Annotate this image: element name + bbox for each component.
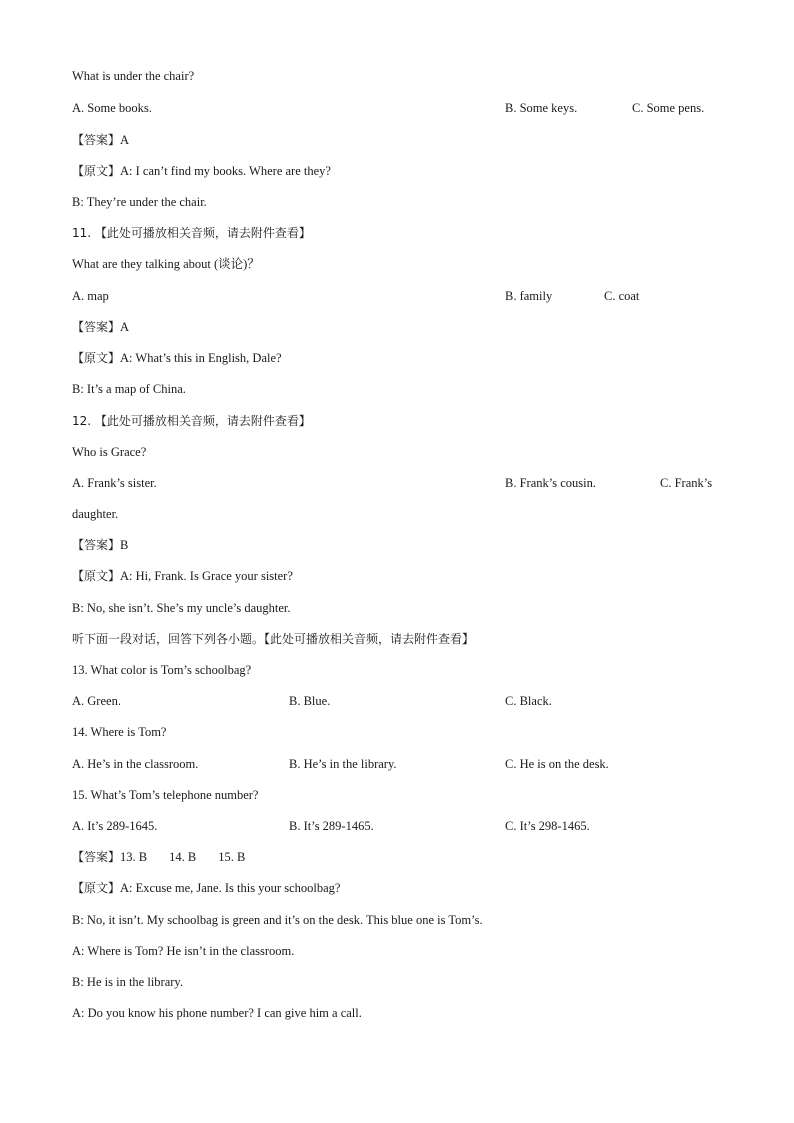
section-answers [72,849,245,865]
q10-option-a: A. Some books. [72,101,152,115]
q12-option-a: A. Frank’s sister. [72,476,157,490]
answer-tag: 【答案】 [72,538,121,552]
script-text: A: I can’t find my books. Where are they? [120,164,331,178]
section-script-3: A: Where is Tom? He isn’t in the classroom. [72,944,295,958]
answer-value: A [120,133,130,147]
q11-option-a: A. map [72,289,109,303]
script-text: A: What’s this in English, Dale? [120,351,282,365]
q14-option-a: A. He’s in the classroom. [72,757,199,771]
q13-option-a: A. Green. [72,694,121,708]
q13-option-b: B. Blue. [289,694,331,708]
section-script-1 [72,880,340,896]
q12-question: Who is Grace? [72,445,147,459]
answer-tag: 【答案】 [72,320,121,334]
section-instruction: 听下面一段对话，回答下列各小题。【此处可播放相关音频，请去附件查看】 [72,632,475,646]
q14-question: 14. Where is Tom? [72,725,167,739]
q15-option-a: A. It’s 289-1645. [72,819,158,833]
q10-answer [72,132,129,148]
answer-value: B [120,538,129,552]
q15-question: 15. What’s Tom’s telephone number? [72,788,259,802]
section-script-2: B: No, it isn’t. My schoolbag is green and it’s on the desk. This blue one is Tom’s. [72,913,483,927]
script-tag: 【原文】 [72,351,121,365]
q12-answer [72,537,128,553]
q15-option-c: C. It’s 298-1465. [505,819,590,833]
q10-script-2: B: They’re under the chair. [72,195,207,209]
q10-option-c: C. Some pens. [632,101,705,115]
q11-answer [72,319,129,335]
q14-option-c: C. He is on the desk. [505,757,609,771]
q11-option-b: B. family [505,289,553,303]
script-tag: 【原文】 [72,881,121,895]
script-tag: 【原文】 [72,569,121,583]
q10-script-1 [72,163,331,179]
q12-option-c: C. Frank’s [660,476,713,490]
script-text: A: Excuse me, Jane. Is this your schoolbag? [120,881,341,895]
q11-heading: 11. 【此处可播放相关音频，请去附件查看】 [72,226,311,240]
q11-question: What are they talking about (谈论)？ [72,257,260,271]
answer-13: 13. B [120,850,148,864]
section-script-4: B: He is in the library. [72,975,183,989]
script-text: A: Hi, Frank. Is Grace your sister? [120,569,293,583]
answer-tag: 【答案】 [72,133,121,147]
q13-option-c: C. Black. [505,694,552,708]
answer-14: 14. B [169,850,197,864]
q15-option-b: B. It’s 289-1465. [289,819,374,833]
answer-15: 15. B [218,850,246,864]
q11-script-1 [72,350,282,366]
q12-option-c-continued: daughter. [72,507,119,521]
q11-script-2: B: It’s a map of China. [72,382,186,396]
section-script-5: A: Do you know his phone number? I can give him a call. [72,1006,362,1020]
q10-question: What is under the chair? [72,69,195,83]
script-tag: 【原文】 [72,164,121,178]
q11-option-c: C. coat [604,289,640,303]
q12-heading: 12. 【此处可播放相关音频，请去附件查看】 [72,414,311,428]
q10-option-b: B. Some keys. [505,101,578,115]
answer-value: A [120,320,130,334]
q12-option-b: B. Frank’s cousin. [505,476,596,490]
q12-script-2: B: No, she isn’t. She’s my uncle’s daughter. [72,601,291,615]
answer-tag: 【答案】 [72,850,121,864]
q13-question: 13. What color is Tom’s schoolbag? [72,663,252,677]
q14-option-b: B. He’s in the library. [289,757,397,771]
q12-script-1 [72,568,293,584]
